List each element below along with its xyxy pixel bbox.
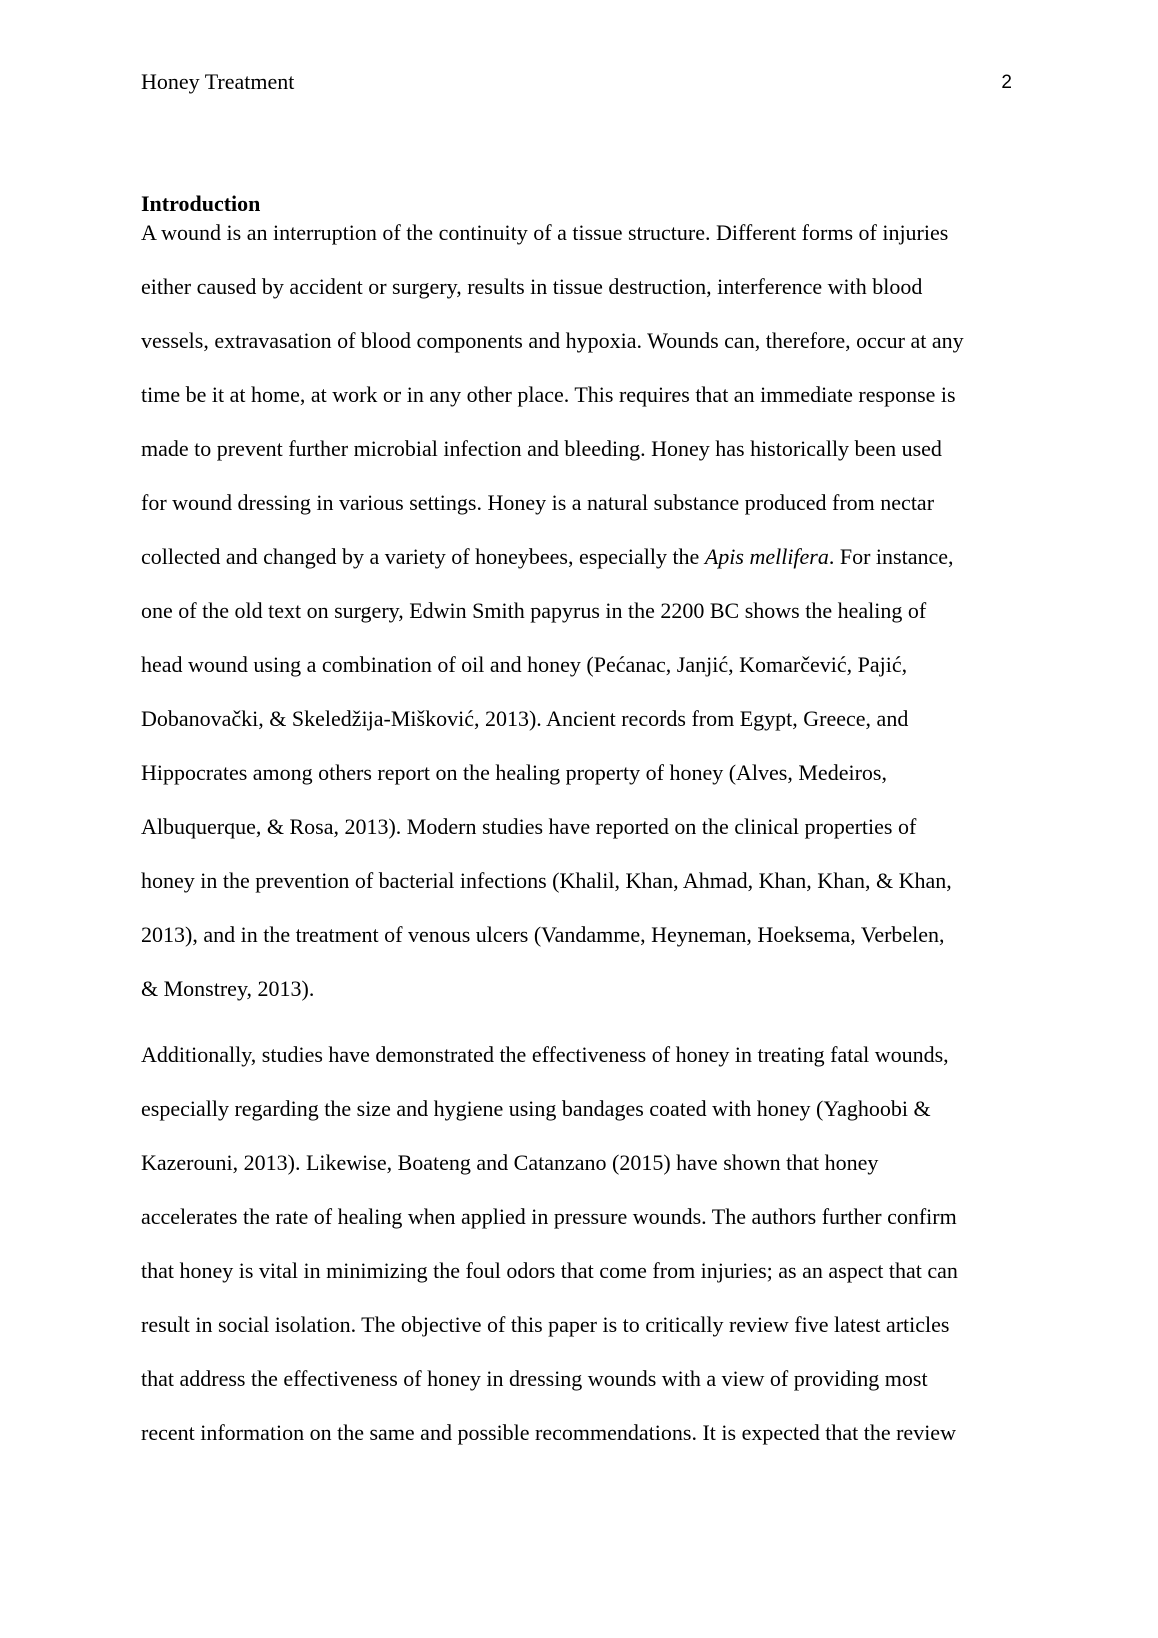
paragraph-line: Albuquerque, & Rosa, 2013). Modern studies have reported on the clinical properties of: [141, 814, 917, 839]
running-head: Honey Treatment: [141, 69, 295, 94]
section-heading: Introduction: [141, 191, 261, 216]
paragraph-line: A wound is an interruption of the continuity of a tissue structure. Different forms of injuries: [141, 220, 949, 245]
paragraph-line: Additionally, studies have demonstrated the effectiveness of honey in treating fatal wounds,: [141, 1042, 949, 1067]
paragraph-line: accelerates the rate of healing when applied in pressure wounds. The authors further confirm: [141, 1204, 957, 1229]
paragraph-line: that honey is vital in minimizing the foul odors that come from injuries; as an aspect that can: [141, 1258, 958, 1283]
text-run: . For instance,: [828, 544, 954, 569]
paragraph-line: Kazerouni, 2013). Likewise, Boateng and Catanzano (2015) have shown that honey: [141, 1150, 879, 1175]
paragraph-line: honey in the prevention of bacterial infections (Khalil, Khan, Ahmad, Khan, Khan, & Khan,: [141, 868, 952, 893]
text-run: collected and changed by a variety of honeybees, especially the: [141, 544, 705, 569]
paragraph-line: vessels, extravasation of blood components and hypoxia. Wounds can, therefore, occur at any: [141, 328, 964, 353]
paragraph-line: head wound using a combination of oil and honey (Pećanac, Janjić, Komarčević, Pajić,: [141, 652, 908, 677]
species-name-italic: Apis mellifera: [704, 544, 829, 569]
paragraph-line: either caused by accident or surgery, results in tissue destruction, interference with blood: [141, 274, 923, 299]
paragraph-introduction: [141, 206, 1031, 1016]
paragraph-line: & Monstrey, 2013).: [141, 976, 315, 1001]
paragraph-line: one of the old text on surgery, Edwin Smith papyrus in the 2200 BC shows the healing of: [141, 598, 927, 623]
paragraph-line: 2013), and in the treatment of venous ulcers (Vandamme, Heyneman, Hoeksema, Verbelen,: [141, 922, 945, 947]
paragraph-line: result in social isolation. The objective of this paper is to critically review five latest articles: [141, 1312, 950, 1337]
paragraph-line: made to prevent further microbial infection and bleeding. Honey has historically been used: [141, 436, 942, 461]
paragraph-line: especially regarding the size and hygiene using bandages coated with honey (Yaghoobi &: [141, 1096, 931, 1121]
paragraph-line: Hippocrates among others report on the healing property of honey (Alves, Medeiros,: [141, 760, 887, 785]
paragraph-line: Dobanovački, & Skeledžija-Mišković, 2013). Ancient records from Egypt, Greece, and: [141, 706, 909, 731]
paragraph-line: time be it at home, at work or in any other place. This requires that an immediate response is: [141, 382, 956, 407]
paragraph-line: for wound dressing in various settings. Honey is a natural substance produced from nectar: [141, 490, 935, 515]
document-body: [141, 190, 1031, 1460]
page-number: 2: [1001, 72, 1012, 93]
paragraph-line: recent information on the same and possible recommendations. It is expected that the review: [141, 1420, 956, 1445]
paragraph-line-with-italic: [141, 530, 1031, 584]
paragraph-additionally: [141, 1028, 1031, 1460]
paragraph-line: that address the effectiveness of honey in dressing wounds with a view of providing most: [141, 1366, 928, 1391]
